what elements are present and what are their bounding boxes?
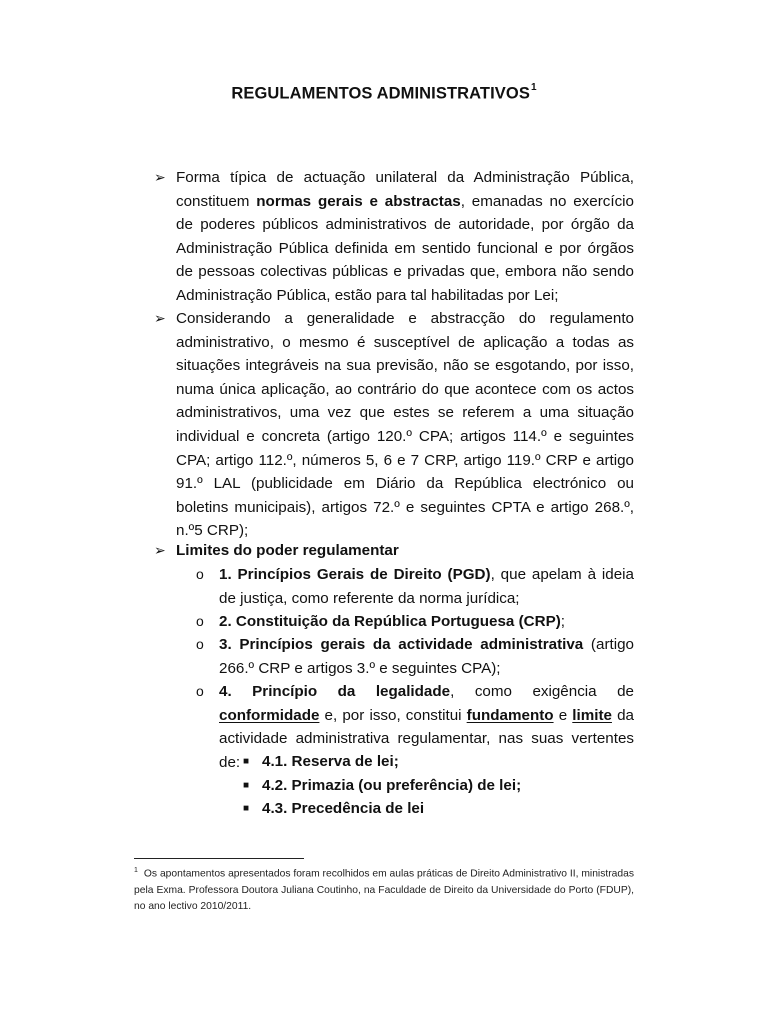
bullet-generality	[154, 307, 634, 543]
limit-item-title: 3. Princípios gerais da actividade administrativa	[219, 636, 584, 653]
limit-item-title: 4. Princípio da legalidade	[219, 683, 451, 700]
footnote-divider	[134, 858, 304, 859]
limit-item-text: da actividade administrativa regulamentar, nas suas vertentes de:	[219, 706, 634, 771]
bold-term: normas gerais e abstractas	[256, 192, 461, 210]
sub-item-precedencia	[243, 797, 634, 821]
sub-item-primazia	[243, 774, 634, 798]
square-bullet-icon: ■	[243, 780, 250, 791]
limits-heading-text: Limites do poder regulamentar	[176, 542, 399, 559]
underlined-term-conformidade: conformidade	[219, 706, 320, 724]
page-title	[0, 84, 768, 104]
circle-bullet-icon: o	[196, 613, 204, 629]
bullet-definition	[154, 166, 634, 308]
title-footnote-ref: 1	[530, 82, 537, 93]
sub-item-text: 4.2. Primazia (ou preferência) de lei;	[262, 777, 522, 794]
limit-item-title: 1. Princípios Gerais de Direito (PGD)	[219, 566, 491, 583]
arrow-bullet-icon: ➢	[154, 169, 166, 185]
limit-item-pgd	[196, 563, 634, 610]
limit-item-text: e	[553, 706, 573, 724]
bullet-generality-text: Considerando a generalidade e abstracção do regulamento administrativo, o mesmo é susceptível de aplicação a todas as situações integráveis na sua previsão, não se esgotando, por isso, numa única aplicação, ao contrário do que acontece com os actos administrativos, uma vez que estes se referem a uma situação individual e concreta (artigo 120.º CPA; artigos 114.º e seguintes CPA; artigo 112.º, números 5, 6 e 7 CRP, artigo 119.º CRP e artigo 91.º LAL (publicidade em Diário da República electrónico ou boletins municipais), artigos 72.º e seguintes CPTA e artigo 268.º, n.º5 CRP);	[176, 310, 634, 540]
circle-bullet-icon: o	[196, 636, 204, 652]
underlined-term-fundamento: fundamento	[466, 706, 554, 724]
limit-item-text: (artigo 266.º CRP e artigos 3.º e seguintes CPA);	[219, 636, 634, 677]
bullet-text-part: Forma típica de actuação unilateral da Administração Pública, constituem	[176, 169, 634, 210]
arrow-bullet-icon: ➢	[154, 310, 166, 326]
limits-heading	[154, 539, 634, 563]
sub-item-reserva	[243, 750, 634, 774]
limit-item-text: e, por isso, constitui	[319, 706, 467, 724]
limit-item-principles	[196, 633, 634, 680]
bullet-text-part: , emanadas no exercício de poderes públicos administrativos de autoridade, por órgão da Administração Pública definida em sentido funcional e por órgãos de pessoas colectivas públicas e privadas que, embora não sendo Administração Pública, estão para tal habilitadas por Lei;	[176, 192, 634, 304]
bullet-definition-text	[176, 166, 634, 308]
square-bullet-icon: ■	[243, 803, 250, 814]
limit-item-text: , que apelam à ideia de justiça, como referente da norma jurídica;	[219, 566, 634, 607]
footnote-ref: 1	[134, 867, 138, 874]
footnote-text: Os apontamentos apresentados foram recolhidos em aulas práticas de Direito Administrativo II, ministradas pela Exma. Professora Doutora Juliana Coutinho, na Faculdade de Direito da Universidade do Porto (FDUP), no ano lectivo 2010/2011.	[134, 868, 634, 913]
limit-item-text: ;	[560, 613, 565, 630]
footnote	[134, 863, 634, 916]
square-bullet-icon: ■	[243, 756, 250, 767]
limit-item-text: , como exigência de	[450, 683, 634, 700]
limit-item-crp	[196, 610, 634, 634]
title-text: REGULAMENTOS ADMINISTRATIVOS	[231, 84, 530, 103]
limit-item-title: 2. Constituição da República Portuguesa (CRP)	[219, 613, 561, 630]
circle-bullet-icon: o	[196, 683, 204, 699]
sub-item-text: 4.3. Precedência de lei	[262, 800, 425, 817]
sub-item-text: 4.1. Reserva de lei;	[262, 753, 399, 770]
circle-bullet-icon: o	[196, 566, 204, 582]
arrow-bullet-icon: ➢	[154, 542, 166, 558]
underlined-term-limite: limite	[572, 706, 612, 724]
